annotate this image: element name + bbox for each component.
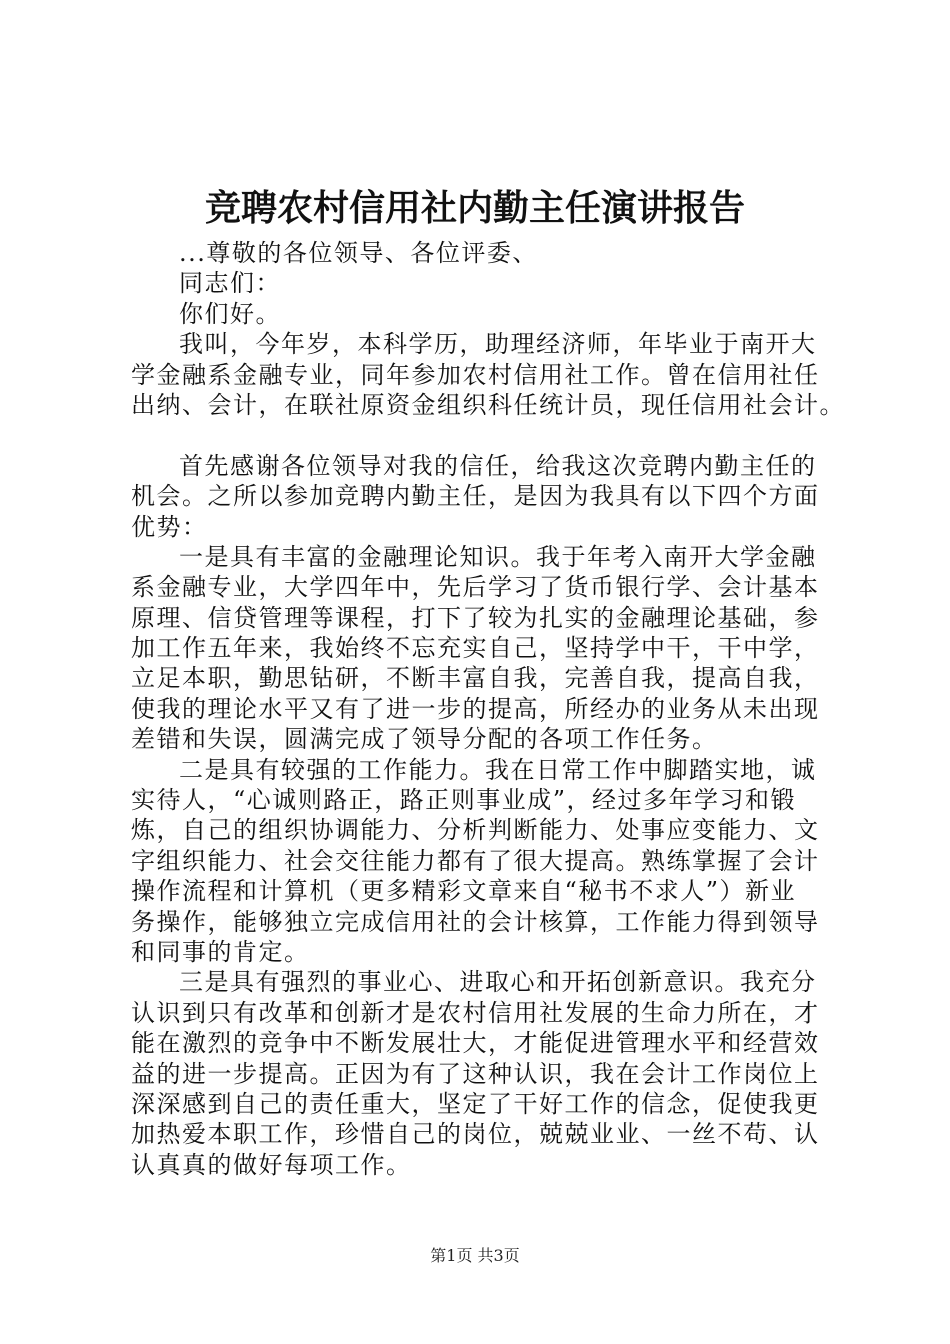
paragraph-line: 加热爱本职工作，珍惜自己的岗位，兢兢业业、一丝不苟、认: [131, 1120, 820, 1149]
paragraph-line: 认识到只有改革和创新才是农村信用社发展的生命力所在，才: [131, 998, 820, 1027]
paragraph-line: 一是具有丰富的金融理论知识。我于年考入南开大学金融: [179, 542, 817, 571]
paragraph-line: 原理、信贷管理等课程，打下了较为扎实的金融理论基础，参: [131, 603, 820, 632]
greeting-line: 你们好。: [179, 299, 281, 328]
paragraph-line: 炼，自己的组织协调能力、分析判断能力、处事应变能力、文: [131, 816, 820, 845]
paragraph-line: 出纳、会计，在联社原资金组织科任统计员，现任信用社会计。: [131, 390, 845, 419]
document-title: 竞聘农村信用社内勤主任演讲报告: [204, 187, 745, 229]
paragraph-line: 差错和失误，圆满完成了领导分配的各项工作任务。: [131, 725, 718, 754]
paragraph-line: 我叫，今年岁，本科学历，助理经济师，年毕业于南开大: [179, 330, 817, 359]
paragraph-gap: [131, 420, 851, 450]
document-body: [131, 238, 851, 1180]
page-number: 第1页 共3页: [430, 1246, 520, 1265]
salutation-line: 同志们：: [179, 269, 281, 298]
paragraph-line: 实待人，“心诚则路正，路正则事业成”，经过多年学习和锻: [131, 786, 797, 815]
paragraph-line: 字组织能力、社会交往能力都有了很大提高。熟练掌握了会计: [131, 846, 820, 875]
paragraph-line: 系金融专业，大学四年中，先后学习了货币银行学、会计基本: [131, 573, 820, 602]
paragraph-line: 使我的理论水平又有了进一步的提高，所经办的业务从未出现: [131, 694, 820, 723]
paragraph-line: 二是具有较强的工作能力。我在日常工作中脚踏实地，诚: [179, 755, 817, 784]
salutation-line: ...尊敬的各位领导、各位评委、: [179, 239, 538, 267]
paragraph-line: 加工作五年来，我始终不忘充实自己，坚持学中干，干中学，: [131, 634, 820, 663]
paragraph-line: 深深感到自己的责任重大，坚定了干好工作的信念，促使我更: [131, 1089, 820, 1118]
paragraph-line: 机会。之所以参加竞聘内勤主任，是因为我具有以下四个方面: [131, 482, 820, 511]
paragraph-line: 务操作，能够独立完成信用社的会计核算，工作能力得到领导: [131, 907, 820, 936]
paragraph-line: 优势：: [131, 512, 208, 541]
paragraph-line: 操作流程和计算机（更多精彩文章来自“秘书不求人”）新业: [131, 877, 797, 906]
paragraph-line: 益的进一步提高。正因为有了这种认识，我在会计工作岗位上: [131, 1059, 820, 1088]
paragraph-line: 三是具有强烈的事业心、进取心和开拓创新意识。我充分: [179, 968, 817, 997]
paragraph-line: 立足本职，勤思钻研，不断丰富自我，完善自我，提高自我，: [131, 664, 820, 693]
paragraph-line: 学金融系金融专业，同年参加农村信用社工作。曾在信用社任: [131, 360, 820, 389]
paragraph-line: 首先感谢各位领导对我的信任，给我这次竞聘内勤主任的: [179, 451, 817, 480]
paragraph-line: 认真真的做好每项工作。: [131, 1150, 412, 1179]
paragraph-line: 能在激烈的竞争中不断发展壮大，才能促进管理水平和经营效: [131, 1029, 820, 1058]
paragraph-line: 和同事的肯定。: [131, 937, 310, 966]
